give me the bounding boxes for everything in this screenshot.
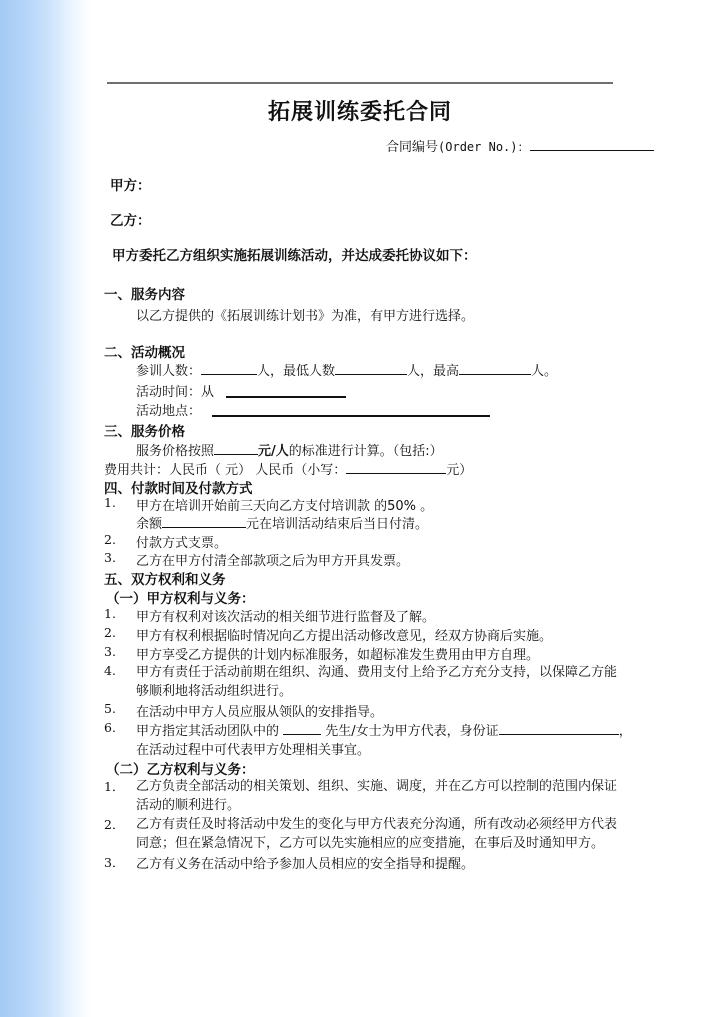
total-fee-suffix: 元）	[446, 463, 473, 478]
section-1-body: 以乙方提供的《拓展训练计划书》为准，有甲方进行选择。	[136, 309, 475, 324]
section-5-sub-a-heading: （一）甲方权利与义务：	[106, 591, 255, 607]
document-title: 拓展训练委托合同	[267, 99, 452, 125]
headcount-unit-end: 人。	[531, 364, 558, 379]
list-number: 1.	[104, 495, 116, 510]
party-a-duty-6-line-1	[136, 720, 632, 739]
payment-item-3: 乙方在甲方付清全部款项之后为甲方开具发票。	[136, 554, 410, 569]
payment-item-2: 付款方式支票。	[136, 536, 228, 551]
headcount-max-label: 人，最高	[407, 364, 460, 379]
activity-place-label: 活动地点：	[136, 404, 202, 419]
section-3-price-line	[136, 440, 443, 459]
agreement-intro: 甲方委托乙方组织实施拓展训练活动，并达成委托协议如下：	[112, 248, 477, 264]
list-number: 2．	[104, 817, 125, 832]
headcount-min-blank[interactable]	[335, 362, 407, 375]
list-number: 6.	[104, 720, 116, 735]
representative-label: 甲方指定其活动团队中的	[136, 724, 280, 739]
section-5-heading: 五、双方权利和义务	[104, 572, 226, 588]
party-a-label: 甲方：	[110, 178, 151, 194]
price-unit: 元/人	[258, 444, 289, 459]
balance-label: 余额	[136, 517, 163, 532]
representative-comma: ，	[618, 724, 632, 739]
list-number: 1.	[104, 606, 116, 621]
representative-id-blank[interactable]	[499, 722, 619, 735]
header-horizontal-rule	[107, 82, 613, 84]
section-1-heading: 一、服务内容	[104, 287, 185, 303]
party-a-duty-3: 甲方享受乙方提供的计划内标准服务，如超标准发生费用由甲方自理。	[136, 648, 540, 663]
party-a-duty-2: 甲方有权利根据临时情况向乙方提出活动修改意见，经双方协商后实施。	[136, 629, 553, 644]
total-fee-blank[interactable]	[346, 461, 446, 474]
list-number: 5.	[104, 701, 116, 716]
section-2-place-line	[136, 400, 201, 419]
balance-suffix: 元在培训活动结束后当日付清。	[246, 517, 429, 532]
party-b-duty-2: 乙方有责任及时将活动中发生的变化与甲方代表充分沟通，所有改动必须经甲方代表同意；但在紧急情况下，乙方可以先实施相应的应变措施，在事后及时通知甲方。	[136, 817, 618, 851]
activity-time-label: 活动时间：从	[136, 385, 215, 400]
list-number: 2.	[104, 625, 116, 640]
order-number-line	[386, 136, 654, 155]
section-4-heading: 四、付款时间及付款方式	[104, 481, 253, 497]
headcount-blank[interactable]	[201, 362, 257, 375]
representative-suffix: 先生/女士为甲方代表，身份证	[325, 724, 499, 739]
price-blank[interactable]	[214, 442, 258, 455]
order-number-label-en: (Order No.)：	[438, 140, 530, 154]
party-b-duty-1: 乙方负责全部活动的相关策划、组织、实施、调度，并在乙方可以控制的范围内保证活动的顺利进行。	[136, 779, 618, 813]
section-2-headcount-line	[136, 360, 557, 379]
party-a-duty-5: 在活动中甲方人员应服从领队的安排指导。	[136, 705, 384, 720]
price-standard-label: 服务价格按照	[136, 444, 215, 459]
section-2-time-line	[136, 381, 214, 400]
activity-time-blank[interactable]	[226, 396, 346, 398]
total-fee-label: 费用共计：人民币（ 元） 人民币（小写：	[104, 463, 347, 478]
list-number: 2.	[104, 532, 116, 547]
headcount-max-blank[interactable]	[459, 362, 531, 375]
order-number-blank[interactable]	[530, 138, 654, 151]
section-5-sub-b-heading: （二）乙方权利与义务：	[106, 762, 255, 778]
party-a-duty-6-line-2: 在活动过程中可代表甲方处理相关事宜。	[136, 743, 371, 758]
price-standard-suffix: 的标准进行计算。（包括:）	[288, 444, 443, 459]
payment-item-1-line-1: 甲方在培训开始前三天向乙方支付培训款 的50% 。	[136, 499, 434, 514]
party-a-duty-1: 甲方有权利对该次活动的相关细节进行监督及了解。	[136, 610, 436, 625]
payment-item-1-line-2	[136, 513, 428, 532]
list-number: 3．	[104, 855, 125, 870]
activity-place-blank[interactable]	[212, 415, 490, 417]
party-a-duty-4: 甲方有责任于活动前期在组织、沟通、费用支付上给予乙方充分支持，以保障乙方能够顺利地将活动组织进行。	[136, 665, 618, 699]
section-3-heading: 三、服务价格	[104, 424, 185, 440]
order-number-label-cn: 合同编号	[386, 140, 439, 155]
list-number: 1．	[104, 779, 125, 794]
party-b-duty-3: 乙方有义务在活动中给予参加人员相应的安全指导和提醒。	[136, 857, 475, 872]
list-number: 3.	[104, 550, 116, 565]
section-3-total-line	[104, 459, 472, 478]
balance-blank[interactable]	[162, 515, 246, 528]
headcount-min-label: 人，最低人数	[257, 364, 336, 379]
list-number: 4.	[104, 663, 116, 678]
list-number: 3.	[104, 644, 116, 659]
representative-name-blank[interactable]	[283, 722, 321, 735]
party-b-label: 乙方：	[110, 213, 151, 229]
section-2-heading: 二、活动概况	[104, 345, 185, 361]
headcount-label: 参训人数：	[136, 364, 202, 379]
